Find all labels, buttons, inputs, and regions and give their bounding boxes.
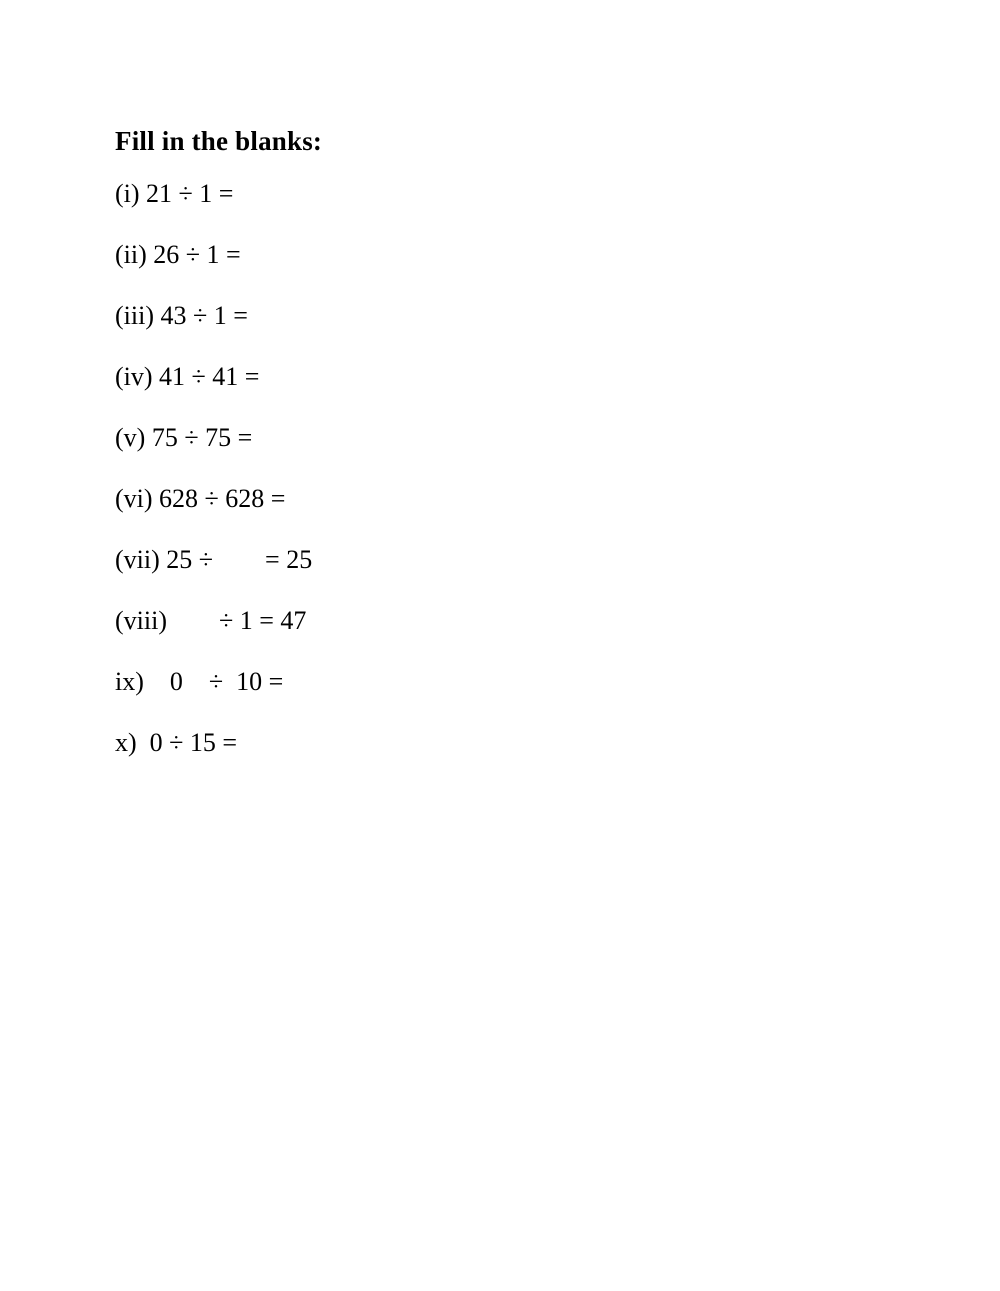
problem-item-vi: (vi) 628 ÷ 628 = bbox=[115, 484, 286, 513]
problem-item-ix: ix) 0 ÷ 10 = bbox=[115, 667, 284, 696]
problem-list bbox=[115, 181, 875, 756]
worksheet-body bbox=[115, 128, 875, 791]
page-title: Fill in the blanks: bbox=[115, 126, 323, 156]
problem-item-ii: (ii) 26 ÷ 1 = bbox=[115, 240, 241, 269]
problem-item-vii: (vii) 25 ÷ = 25 bbox=[115, 545, 313, 574]
problem-item-x: x) 0 ÷ 15 = bbox=[115, 728, 238, 757]
problem-item-viii: (viii) ÷ 1 = 47 bbox=[115, 606, 307, 635]
problem-item-iv: (iv) 41 ÷ 41 = bbox=[115, 362, 260, 391]
problem-item-iii: (iii) 43 ÷ 1 = bbox=[115, 301, 248, 330]
problem-item-i: (i) 21 ÷ 1 = bbox=[115, 179, 234, 208]
problem-item-v: (v) 75 ÷ 75 = bbox=[115, 423, 253, 452]
